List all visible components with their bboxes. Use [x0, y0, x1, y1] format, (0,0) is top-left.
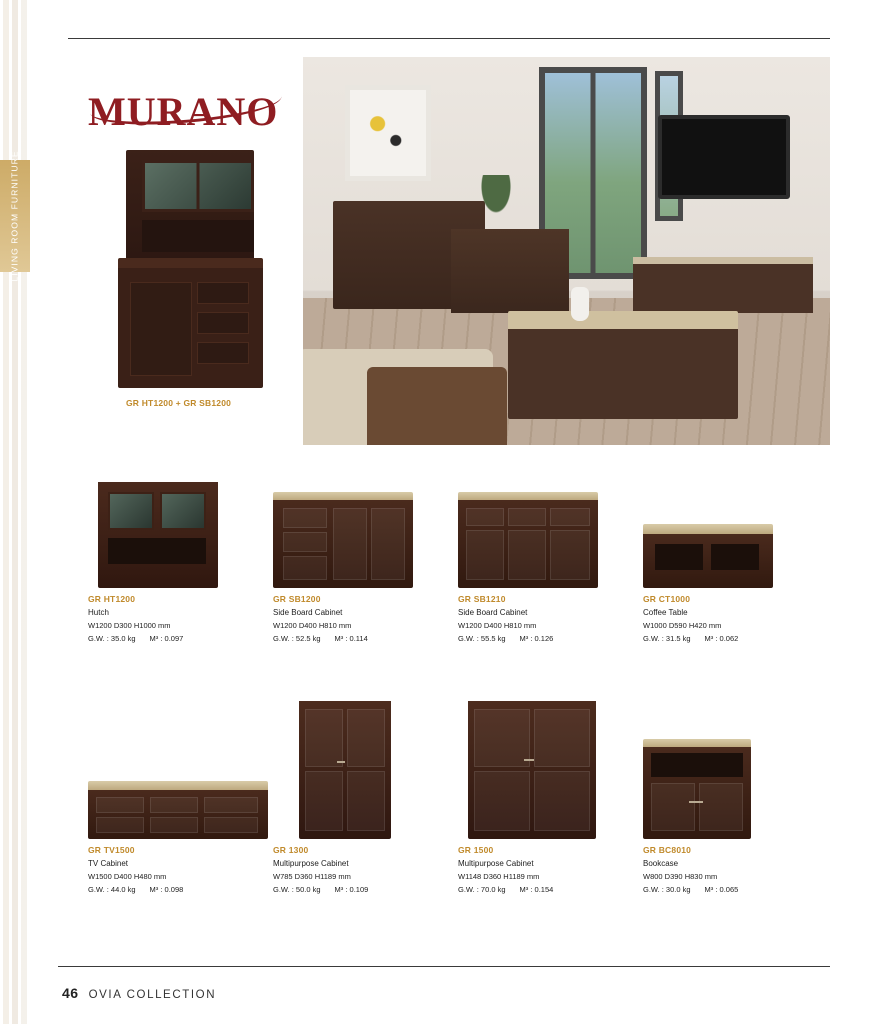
product-gross-weight: G.W. : 44.0 kg: [88, 885, 136, 894]
product-meta: [273, 885, 458, 894]
product-card[interactable]: [643, 448, 828, 643]
hutch-glass-left: [108, 492, 154, 530]
tv-cabinet-shelf: [204, 817, 258, 833]
bookcase-door: [699, 783, 743, 831]
product-gross-weight: G.W. : 52.5 kg: [273, 634, 321, 643]
product-image: [273, 699, 458, 839]
product-meta: [643, 885, 828, 894]
product-info: [643, 839, 828, 894]
product-meta: [88, 885, 273, 894]
product-meta: [643, 634, 828, 643]
brand-logo: [88, 89, 288, 134]
product-dimensions: W1200 D400 H810 mm: [273, 621, 352, 630]
room-vase: [571, 287, 589, 321]
tv-cabinet-drawer: [150, 797, 198, 813]
product-image: [643, 699, 828, 839]
product-dimensions: W1200 D400 H810 mm: [458, 621, 537, 630]
tv-cabinet-figure: [88, 781, 268, 839]
product-volume: M³ : 0.097: [149, 634, 184, 643]
product-meta: [273, 634, 458, 643]
product-card[interactable]: [273, 448, 458, 643]
sideboard2-drawer: [550, 508, 590, 526]
bookcase-door: [651, 783, 695, 831]
collection-name: OVIA COLLECTION: [88, 989, 217, 1001]
tv-cabinet-drawer: [204, 797, 258, 813]
product-volume: M³ : 0.154: [519, 885, 554, 894]
hutch-glass-doors: [142, 160, 254, 212]
sideboard-drawer: [283, 508, 327, 528]
product-image: [458, 699, 643, 839]
room-coffee-table: [508, 311, 738, 419]
product-image: [88, 448, 273, 588]
hero-caption: GR HT1200 + GR SB1200: [126, 398, 232, 408]
product-meta: [458, 885, 643, 894]
product-card[interactable]: [273, 699, 458, 894]
hutch-drawer: [197, 342, 249, 364]
product-image: [273, 448, 458, 588]
featured-hutch-illustration: [118, 150, 263, 395]
sideboard-figure: [273, 492, 413, 588]
product-image: [458, 448, 643, 588]
hutch-base-unit: [118, 258, 263, 388]
product-card[interactable]: [458, 448, 643, 643]
product-volume: M³ : 0.114: [334, 634, 368, 643]
sideboard-top: [273, 492, 413, 500]
product-dimensions: W785 D360 H1189 mm: [273, 872, 351, 881]
multipurpose-cabinet-wide-figure: [468, 701, 596, 839]
product-name: Multipurpose Cabinet: [458, 859, 534, 868]
sideboard2-door: [466, 530, 504, 580]
product-code: GR CT1000: [643, 594, 691, 604]
product-gross-weight: G.W. : 55.5 kg: [458, 634, 506, 643]
hero-room-photo: [303, 57, 830, 445]
cabinet-door: [347, 709, 385, 767]
hutch-figure: [98, 482, 218, 588]
coffee-table-figure: [643, 524, 773, 588]
multipurpose-cabinet-narrow-figure: [299, 701, 391, 839]
sideboard-door: [333, 508, 367, 580]
product-name: Coffee Table: [643, 608, 688, 617]
tv-cabinet-shelf: [96, 817, 144, 833]
bookcase-top: [643, 739, 751, 747]
bookcase-handle: [689, 801, 703, 803]
side-tab-label: LIVING ROOM FURNITURE: [9, 150, 20, 282]
product-row: [88, 699, 830, 894]
product-code: GR TV1500: [88, 845, 135, 855]
product-gross-weight: G.W. : 30.0 kg: [643, 885, 691, 894]
product-image: [88, 699, 273, 839]
product-volume: M³ : 0.065: [704, 885, 739, 894]
product-info: [643, 588, 828, 643]
product-image: [643, 448, 828, 588]
sideboard-drawer: [283, 532, 327, 552]
sideboard-door: [371, 508, 405, 580]
page-footer: [62, 985, 216, 1001]
product-volume: M³ : 0.098: [149, 885, 184, 894]
product-info: [458, 588, 643, 643]
product-gross-weight: G.W. : 70.0 kg: [458, 885, 506, 894]
product-info: [273, 588, 458, 643]
product-volume: M³ : 0.126: [519, 634, 554, 643]
side-tab-living-room-furniture: [0, 150, 30, 282]
product-grid: [88, 448, 830, 950]
product-code: GR 1500: [458, 845, 494, 855]
hutch-open-shelf: [142, 220, 254, 252]
product-row: [88, 448, 830, 643]
product-volume: M³ : 0.062: [704, 634, 739, 643]
product-name: TV Cabinet: [88, 859, 129, 868]
hutch-door: [130, 282, 192, 376]
product-code: GR SB1210: [458, 594, 506, 604]
product-code: GR BC8010: [643, 845, 692, 855]
product-code: GR SB1200: [273, 594, 321, 604]
cabinet-door: [534, 771, 590, 831]
room-plant: [481, 175, 511, 213]
sideboard2-figure: [458, 492, 598, 588]
product-info: [458, 839, 643, 894]
cabinet-door: [305, 709, 343, 767]
bookcase-open-shelf: [651, 753, 743, 777]
product-volume: M³ : 0.109: [334, 885, 369, 894]
product-card[interactable]: [88, 699, 273, 894]
cabinet-handle: [524, 759, 534, 761]
room-tv-cabinet: [633, 257, 813, 313]
product-info: [88, 839, 273, 894]
cabinet-door: [474, 771, 530, 831]
product-dimensions: W1200 D300 H1000 mm: [88, 621, 171, 630]
product-info: [273, 839, 458, 894]
room-sofa: [303, 349, 493, 445]
product-info: [88, 588, 273, 643]
product-name: Bookcase: [643, 859, 679, 868]
tv-cabinet-top: [88, 781, 268, 790]
bookcase-figure: [643, 739, 751, 839]
cabinet-door: [305, 771, 343, 831]
product-name: Side Board Cabinet: [273, 608, 343, 617]
tv-cabinet-shelf: [150, 817, 198, 833]
product-gross-weight: G.W. : 31.5 kg: [643, 634, 691, 643]
page-number: 46: [62, 985, 79, 1001]
product-meta: [88, 634, 273, 643]
hutch-open-shelf: [108, 538, 206, 564]
hutch-drawer: [197, 282, 249, 304]
product-dimensions: W1000 D590 H420 mm: [643, 621, 722, 630]
room-sideboard-second: [451, 229, 569, 313]
product-name: Side Board Cabinet: [458, 608, 528, 617]
cabinet-handle: [337, 761, 345, 763]
cabinet-door: [534, 709, 590, 767]
product-code: GR 1300: [273, 845, 309, 855]
product-meta: [458, 634, 643, 643]
product-card[interactable]: [643, 699, 828, 894]
tv-cabinet-drawer: [96, 797, 144, 813]
sideboard2-door: [550, 530, 590, 580]
wall-art: [345, 85, 431, 181]
product-card[interactable]: [88, 448, 273, 643]
hutch-drawer: [197, 312, 249, 334]
sideboard2-drawer: [508, 508, 546, 526]
cabinet-door: [474, 709, 530, 767]
product-dimensions: W1148 D360 H1189 mm: [458, 872, 540, 881]
coffee-table-shelf-right: [711, 544, 759, 570]
product-gross-weight: G.W. : 35.0 kg: [88, 634, 136, 643]
coffee-table-shelf-left: [655, 544, 703, 570]
product-gross-weight: G.W. : 50.0 kg: [273, 885, 321, 894]
sideboard-drawer: [283, 556, 327, 580]
coffee-table-top: [643, 524, 773, 534]
product-card[interactable]: [458, 699, 643, 894]
cabinet-door: [347, 771, 385, 831]
sideboard2-door: [508, 530, 546, 580]
hutch-top-unit: [126, 150, 254, 260]
product-name: Hutch: [88, 608, 109, 617]
product-name: Multipurpose Cabinet: [273, 859, 349, 868]
bottom-divider: [58, 966, 830, 967]
product-code: GR HT1200: [88, 594, 136, 604]
wall-tv: [658, 115, 790, 199]
product-dimensions: W1500 D400 H480 mm: [88, 872, 167, 881]
sideboard2-drawer: [466, 508, 504, 526]
product-dimensions: W800 D390 H830 mm: [643, 872, 718, 881]
top-divider: [68, 38, 830, 39]
brand-name: MURANO: [88, 89, 279, 134]
sideboard2-top: [458, 492, 598, 500]
hutch-glass-right: [160, 492, 206, 530]
